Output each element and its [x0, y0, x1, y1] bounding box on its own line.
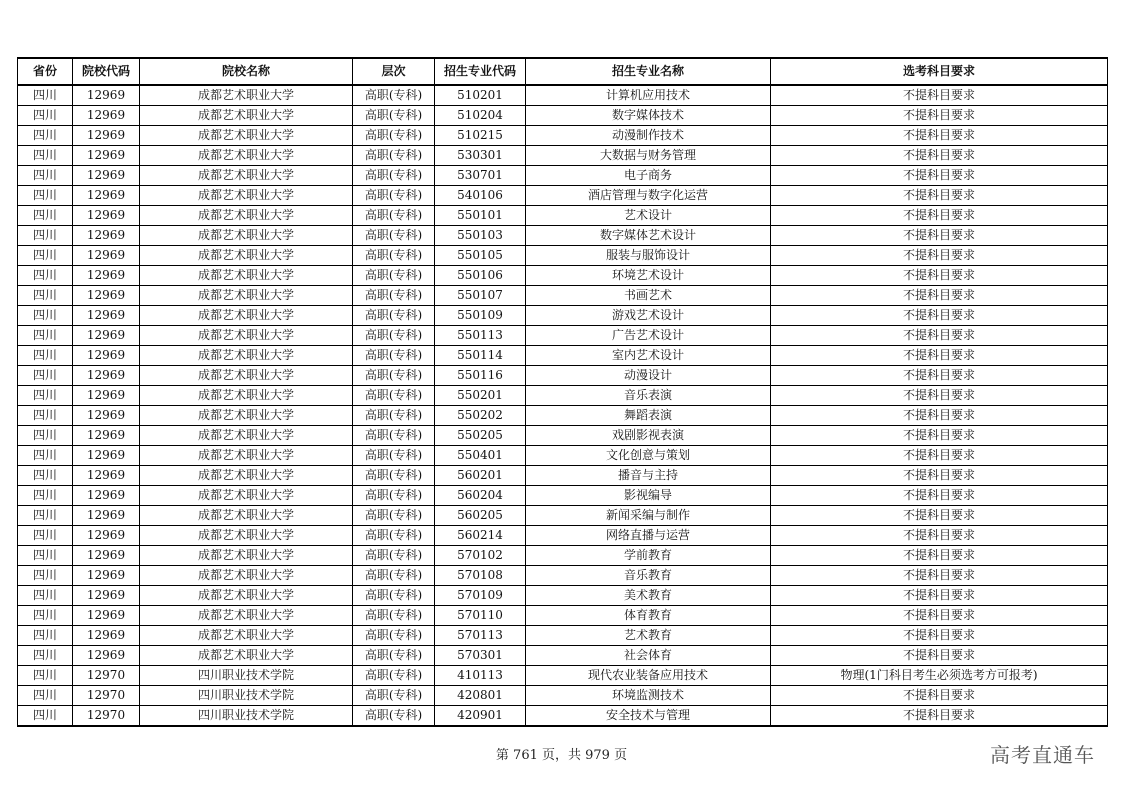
cell-major-name: 音乐表演	[526, 386, 771, 406]
cell-level: 高职(专科)	[353, 626, 435, 646]
cell-school-code: 12969	[73, 326, 140, 346]
cell-level: 高职(专科)	[353, 246, 435, 266]
cell-major-name: 艺术设计	[526, 206, 771, 226]
cell-province: 四川	[18, 146, 73, 166]
cell-major-name: 体育教育	[526, 606, 771, 626]
cell-school-name: 成都艺术职业大学	[140, 626, 353, 646]
cell-level: 高职(专科)	[353, 326, 435, 346]
cell-major-code: 560214	[435, 526, 526, 546]
cell-major-name: 动漫设计	[526, 366, 771, 386]
cell-province: 四川	[18, 386, 73, 406]
cell-major-code: 550113	[435, 326, 526, 346]
cell-major-name: 影视编导	[526, 486, 771, 506]
table-row	[18, 226, 1108, 246]
cell-school-name: 成都艺术职业大学	[140, 426, 353, 446]
cell-school-code: 12969	[73, 266, 140, 286]
header-school-name: 院校名称	[140, 58, 353, 85]
cell-level: 高职(专科)	[353, 606, 435, 626]
cell-subject-requirement: 不提科目要求	[771, 226, 1108, 246]
cell-school-name: 成都艺术职业大学	[140, 546, 353, 566]
cell-level: 高职(专科)	[353, 506, 435, 526]
cell-subject-requirement: 不提科目要求	[771, 706, 1108, 727]
cell-school-code: 12969	[73, 306, 140, 326]
cell-level: 高职(专科)	[353, 706, 435, 727]
cell-major-code: 550401	[435, 446, 526, 466]
cell-subject-requirement: 不提科目要求	[771, 326, 1108, 346]
cell-school-code: 12969	[73, 466, 140, 486]
cell-major-name: 室内艺术设计	[526, 346, 771, 366]
cell-major-code: 560201	[435, 466, 526, 486]
cell-subject-requirement: 物理(1门科目考生必须选考方可报考)	[771, 666, 1108, 686]
table-row	[18, 306, 1108, 326]
page-number: 第 761 页，共 979 页	[495, 748, 628, 763]
cell-level: 高职(专科)	[353, 306, 435, 326]
cell-school-name: 成都艺术职业大学	[140, 246, 353, 266]
cell-school-name: 四川职业技术学院	[140, 686, 353, 706]
cell-school-name: 成都艺术职业大学	[140, 386, 353, 406]
cell-province: 四川	[18, 506, 73, 526]
cell-province: 四川	[18, 626, 73, 646]
cell-major-name: 服装与服饰设计	[526, 246, 771, 266]
cell-school-name: 四川职业技术学院	[140, 706, 353, 727]
cell-school-code: 12969	[73, 646, 140, 666]
cell-subject-requirement: 不提科目要求	[771, 366, 1108, 386]
cell-level: 高职(专科)	[353, 446, 435, 466]
cell-subject-requirement: 不提科目要求	[771, 146, 1108, 166]
table-row	[18, 466, 1108, 486]
cell-province: 四川	[18, 226, 73, 246]
cell-province: 四川	[18, 166, 73, 186]
cell-school-code: 12969	[73, 606, 140, 626]
cell-subject-requirement: 不提科目要求	[771, 426, 1108, 446]
cell-level: 高职(专科)	[353, 686, 435, 706]
cell-major-name: 社会体育	[526, 646, 771, 666]
cell-major-code: 530701	[435, 166, 526, 186]
cell-school-name: 成都艺术职业大学	[140, 506, 353, 526]
cell-subject-requirement: 不提科目要求	[771, 286, 1108, 306]
cell-level: 高职(专科)	[353, 566, 435, 586]
header-subject-requirement: 选考科目要求	[771, 58, 1108, 85]
cell-level: 高职(专科)	[353, 466, 435, 486]
cell-school-name: 成都艺术职业大学	[140, 186, 353, 206]
cell-school-name: 成都艺术职业大学	[140, 406, 353, 426]
cell-school-name: 成都艺术职业大学	[140, 586, 353, 606]
cell-major-code: 570301	[435, 646, 526, 666]
cell-major-code: 550116	[435, 366, 526, 386]
table-row	[18, 526, 1108, 546]
cell-school-code: 12970	[73, 686, 140, 706]
cell-level: 高职(专科)	[353, 266, 435, 286]
cell-major-code: 550101	[435, 206, 526, 226]
cell-level: 高职(专科)	[353, 166, 435, 186]
cell-province: 四川	[18, 646, 73, 666]
cell-subject-requirement: 不提科目要求	[771, 486, 1108, 506]
cell-school-code: 12969	[73, 386, 140, 406]
cell-school-code: 12969	[73, 186, 140, 206]
cell-major-code: 550103	[435, 226, 526, 246]
table-row	[18, 85, 1108, 106]
cell-major-code: 570113	[435, 626, 526, 646]
cell-major-name: 艺术教育	[526, 626, 771, 646]
cell-school-code: 12969	[73, 546, 140, 566]
cell-province: 四川	[18, 586, 73, 606]
cell-level: 高职(专科)	[353, 546, 435, 566]
cell-major-code: 560205	[435, 506, 526, 526]
cell-school-name: 成都艺术职业大学	[140, 446, 353, 466]
cell-school-code: 12969	[73, 426, 140, 446]
cell-province: 四川	[18, 406, 73, 426]
cell-level: 高职(专科)	[353, 586, 435, 606]
cell-level: 高职(专科)	[353, 366, 435, 386]
cell-subject-requirement: 不提科目要求	[771, 166, 1108, 186]
cell-major-code: 410113	[435, 666, 526, 686]
cell-school-name: 成都艺术职业大学	[140, 306, 353, 326]
cell-major-name: 广告艺术设计	[526, 326, 771, 346]
table-row	[18, 446, 1108, 466]
cell-level: 高职(专科)	[353, 426, 435, 446]
cell-major-code: 570102	[435, 546, 526, 566]
cell-province: 四川	[18, 246, 73, 266]
cell-province: 四川	[18, 346, 73, 366]
cell-school-code: 12970	[73, 706, 140, 727]
cell-school-name: 成都艺术职业大学	[140, 226, 353, 246]
cell-province: 四川	[18, 606, 73, 626]
cell-level: 高职(专科)	[353, 646, 435, 666]
cell-major-name: 文化创意与策划	[526, 446, 771, 466]
cell-subject-requirement: 不提科目要求	[771, 206, 1108, 226]
header-major-code: 招生专业代码	[435, 58, 526, 85]
cell-level: 高职(专科)	[353, 126, 435, 146]
cell-school-name: 成都艺术职业大学	[140, 106, 353, 126]
cell-school-code: 12969	[73, 146, 140, 166]
table-row	[18, 606, 1108, 626]
table-row	[18, 386, 1108, 406]
cell-province: 四川	[18, 526, 73, 546]
cell-school-name: 成都艺术职业大学	[140, 166, 353, 186]
cell-subject-requirement: 不提科目要求	[771, 526, 1108, 546]
cell-subject-requirement: 不提科目要求	[771, 586, 1108, 606]
admission-table	[17, 57, 1108, 727]
cell-major-name: 网络直播与运营	[526, 526, 771, 546]
cell-subject-requirement: 不提科目要求	[771, 506, 1108, 526]
cell-major-name: 环境艺术设计	[526, 266, 771, 286]
cell-subject-requirement: 不提科目要求	[771, 406, 1108, 426]
cell-school-code: 12969	[73, 626, 140, 646]
cell-province: 四川	[18, 186, 73, 206]
header-level: 层次	[353, 58, 435, 85]
table-row	[18, 706, 1108, 727]
cell-school-code: 12969	[73, 106, 140, 126]
cell-major-code: 550201	[435, 386, 526, 406]
cell-school-name: 成都艺术职业大学	[140, 266, 353, 286]
cell-subject-requirement: 不提科目要求	[771, 606, 1108, 626]
cell-level: 高职(专科)	[353, 226, 435, 246]
header-school-code: 院校代码	[73, 58, 140, 85]
cell-school-name: 成都艺术职业大学	[140, 526, 353, 546]
cell-school-code: 12969	[73, 126, 140, 146]
cell-province: 四川	[18, 546, 73, 566]
cell-province: 四川	[18, 446, 73, 466]
cell-school-name: 成都艺术职业大学	[140, 646, 353, 666]
cell-school-name: 成都艺术职业大学	[140, 566, 353, 586]
cell-major-name: 学前教育	[526, 546, 771, 566]
cell-level: 高职(专科)	[353, 346, 435, 366]
cell-school-name: 成都艺术职业大学	[140, 146, 353, 166]
cell-school-code: 12969	[73, 206, 140, 226]
table-row	[18, 326, 1108, 346]
cell-major-name: 环境监测技术	[526, 686, 771, 706]
cell-major-code: 550107	[435, 286, 526, 306]
cell-school-name: 成都艺术职业大学	[140, 286, 353, 306]
cell-level: 高职(专科)	[353, 406, 435, 426]
cell-province: 四川	[18, 706, 73, 727]
cell-province: 四川	[18, 126, 73, 146]
cell-major-code: 420901	[435, 706, 526, 727]
cell-major-name: 书画艺术	[526, 286, 771, 306]
cell-major-code: 550205	[435, 426, 526, 446]
cell-major-code: 550114	[435, 346, 526, 366]
table-header-row	[18, 58, 1108, 85]
table-row	[18, 566, 1108, 586]
table-row	[18, 266, 1108, 286]
cell-major-code: 550106	[435, 266, 526, 286]
cell-major-name: 音乐教育	[526, 566, 771, 586]
cell-subject-requirement: 不提科目要求	[771, 306, 1108, 326]
cell-province: 四川	[18, 85, 73, 106]
cell-major-code: 510215	[435, 126, 526, 146]
cell-major-name: 安全技术与管理	[526, 706, 771, 727]
cell-school-code: 12969	[73, 226, 140, 246]
cell-major-code: 560204	[435, 486, 526, 506]
cell-level: 高职(专科)	[353, 106, 435, 126]
cell-school-code: 12969	[73, 286, 140, 306]
cell-subject-requirement: 不提科目要求	[771, 626, 1108, 646]
cell-level: 高职(专科)	[353, 486, 435, 506]
cell-subject-requirement: 不提科目要求	[771, 346, 1108, 366]
table-row	[18, 626, 1108, 646]
cell-major-name: 戏剧影视表演	[526, 426, 771, 446]
cell-major-name: 动漫制作技术	[526, 126, 771, 146]
cell-major-name: 数字媒体技术	[526, 106, 771, 126]
table-row	[18, 486, 1108, 506]
cell-subject-requirement: 不提科目要求	[771, 566, 1108, 586]
table-row	[18, 166, 1108, 186]
cell-major-code: 420801	[435, 686, 526, 706]
header-province: 省份	[18, 58, 73, 85]
cell-level: 高职(专科)	[353, 146, 435, 166]
watermark-logo: 高考直通车	[990, 743, 1095, 767]
table-row	[18, 666, 1108, 686]
cell-major-name: 大数据与财务管理	[526, 146, 771, 166]
cell-major-name: 酒店管理与数字化运营	[526, 186, 771, 206]
cell-major-code: 550109	[435, 306, 526, 326]
table-body	[18, 85, 1108, 726]
cell-province: 四川	[18, 266, 73, 286]
cell-school-code: 12970	[73, 666, 140, 686]
cell-major-name: 游戏艺术设计	[526, 306, 771, 326]
cell-major-code: 570110	[435, 606, 526, 626]
cell-major-name: 美术教育	[526, 586, 771, 606]
table-row	[18, 646, 1108, 666]
cell-level: 高职(专科)	[353, 85, 435, 106]
cell-school-name: 成都艺术职业大学	[140, 606, 353, 626]
cell-major-code: 550105	[435, 246, 526, 266]
cell-subject-requirement: 不提科目要求	[771, 85, 1108, 106]
cell-school-code: 12969	[73, 566, 140, 586]
table-row	[18, 366, 1108, 386]
cell-school-code: 12969	[73, 406, 140, 426]
cell-subject-requirement: 不提科目要求	[771, 266, 1108, 286]
table-row	[18, 146, 1108, 166]
cell-subject-requirement: 不提科目要求	[771, 246, 1108, 266]
cell-level: 高职(专科)	[353, 206, 435, 226]
cell-school-code: 12969	[73, 85, 140, 106]
table-row	[18, 106, 1108, 126]
cell-subject-requirement: 不提科目要求	[771, 466, 1108, 486]
cell-province: 四川	[18, 206, 73, 226]
cell-province: 四川	[18, 466, 73, 486]
cell-school-code: 12969	[73, 246, 140, 266]
cell-subject-requirement: 不提科目要求	[771, 106, 1108, 126]
table-row	[18, 406, 1108, 426]
cell-major-name: 舞蹈表演	[526, 406, 771, 426]
cell-school-code: 12969	[73, 486, 140, 506]
cell-school-name: 成都艺术职业大学	[140, 326, 353, 346]
cell-major-code: 540106	[435, 186, 526, 206]
header-major-name: 招生专业名称	[526, 58, 771, 85]
cell-level: 高职(专科)	[353, 286, 435, 306]
table-row	[18, 426, 1108, 446]
cell-province: 四川	[18, 426, 73, 446]
cell-school-code: 12969	[73, 506, 140, 526]
cell-major-code: 530301	[435, 146, 526, 166]
table-row	[18, 506, 1108, 526]
cell-province: 四川	[18, 666, 73, 686]
cell-school-code: 12969	[73, 346, 140, 366]
cell-major-code: 570109	[435, 586, 526, 606]
table-row	[18, 206, 1108, 226]
cell-school-name: 四川职业技术学院	[140, 666, 353, 686]
cell-major-name: 数字媒体艺术设计	[526, 226, 771, 246]
cell-province: 四川	[18, 686, 73, 706]
cell-major-name: 计算机应用技术	[526, 85, 771, 106]
cell-major-name: 播音与主持	[526, 466, 771, 486]
cell-school-code: 12969	[73, 586, 140, 606]
table-row	[18, 186, 1108, 206]
cell-level: 高职(专科)	[353, 666, 435, 686]
cell-major-code: 510201	[435, 85, 526, 106]
cell-school-code: 12969	[73, 166, 140, 186]
table-row	[18, 546, 1108, 566]
cell-province: 四川	[18, 366, 73, 386]
cell-subject-requirement: 不提科目要求	[771, 546, 1108, 566]
cell-province: 四川	[18, 326, 73, 346]
cell-subject-requirement: 不提科目要求	[771, 446, 1108, 466]
cell-school-name: 成都艺术职业大学	[140, 126, 353, 146]
cell-school-code: 12969	[73, 446, 140, 466]
cell-province: 四川	[18, 486, 73, 506]
cell-major-code: 510204	[435, 106, 526, 126]
cell-major-name: 新闻采编与制作	[526, 506, 771, 526]
cell-major-name: 现代农业装备应用技术	[526, 666, 771, 686]
cell-major-code: 550202	[435, 406, 526, 426]
cell-level: 高职(专科)	[353, 526, 435, 546]
cell-subject-requirement: 不提科目要求	[771, 386, 1108, 406]
cell-subject-requirement: 不提科目要求	[771, 646, 1108, 666]
table-row	[18, 346, 1108, 366]
cell-school-name: 成都艺术职业大学	[140, 206, 353, 226]
table-row	[18, 286, 1108, 306]
cell-province: 四川	[18, 306, 73, 326]
cell-school-code: 12969	[73, 526, 140, 546]
cell-major-name: 电子商务	[526, 166, 771, 186]
cell-school-name: 成都艺术职业大学	[140, 366, 353, 386]
cell-province: 四川	[18, 566, 73, 586]
cell-school-name: 成都艺术职业大学	[140, 486, 353, 506]
cell-subject-requirement: 不提科目要求	[771, 126, 1108, 146]
cell-school-name: 成都艺术职业大学	[140, 346, 353, 366]
table-row	[18, 126, 1108, 146]
cell-school-code: 12969	[73, 366, 140, 386]
table-row	[18, 586, 1108, 606]
cell-school-name: 成都艺术职业大学	[140, 85, 353, 106]
table-row	[18, 686, 1108, 706]
cell-major-code: 570108	[435, 566, 526, 586]
cell-province: 四川	[18, 286, 73, 306]
cell-school-name: 成都艺术职业大学	[140, 466, 353, 486]
cell-province: 四川	[18, 106, 73, 126]
cell-subject-requirement: 不提科目要求	[771, 686, 1108, 706]
table-row	[18, 246, 1108, 266]
cell-level: 高职(专科)	[353, 186, 435, 206]
cell-subject-requirement: 不提科目要求	[771, 186, 1108, 206]
cell-level: 高职(专科)	[353, 386, 435, 406]
